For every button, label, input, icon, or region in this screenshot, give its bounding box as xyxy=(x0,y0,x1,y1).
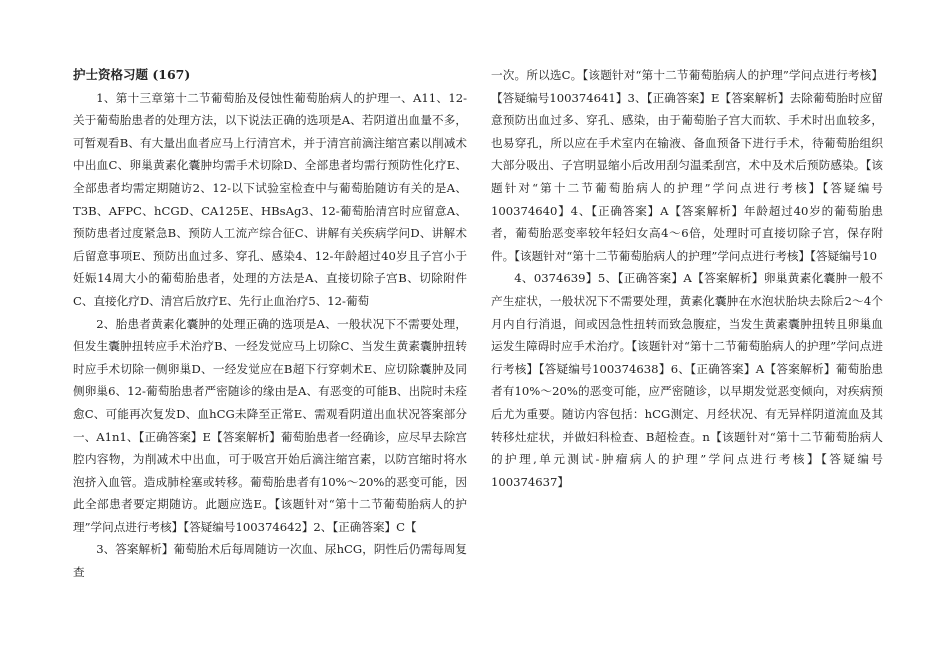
right-column xyxy=(491,64,883,493)
paragraph: 1、第十三章第十二节葡萄胎及侵蚀性葡萄胎病人的护理一、A11、12-关于葡萄胎患者的处理方法，以下说法正确的选项是A、若阴道出血量不多，可暂观看B、有大量出血者应马上行清宫术，并于清宫前滴注缩宫素以削减术中出血C、卵巢黄素化囊肿均需手术切除D、全部患者均需行预防性化疗E、全部患者均需定期随访2、12-以下试验室检查中与葡萄胎随访有关的是A、T3B、AFPC、hCGD、CA125E、HBsAg3、12-葡萄胎清宫时应留意A、预防患者过度紧急B、预防人工流产综合征C、讲解有关疾病学问D、讲解术后留意事项E、预防出血过多、穿孔、感染4、12-年龄超过40岁且子宫小于妊娠14周大小的葡萄胎患者，处理的方法是A、直接切除子宫B、切除附件C、直接化疗D、清宫后放疗E、先行止血治疗5、12-葡萄 xyxy=(73,90,467,308)
left-column xyxy=(73,64,467,584)
paragraph: 一次。所以选C。【该题针对“第十二节葡萄胎病人的护理”学问点进行考核】【答疑编号100374641】3、【正确答案】E【答案解析】去除葡萄胎时应留意预防出血过多、穿孔、感染，由于葡萄胎子宫大而软、手术时出血较多，也易穿孔，所以应在手术室内在输液、备血预备下进行手术，待葡萄胎组织大部分吸出、子宫明显缩小后改用刮匀温柔刮宫，术中及术后预防感染。【该题针对“第十二节葡萄胎病人的护理”学问点进行考核】【答疑编号100374640】4、【正确答案】A【答案解析】年龄超过40岁的葡萄胎患者，葡萄胎恶变率较年轻妇女高4～6倍，处理时可直接切除子宫，保存附件。【该题针对“第十二节葡萄胎病人的护理”学问点进行考核】【答疑编号10 xyxy=(491,68,883,263)
paragraph: 3、答案解析】葡萄胎术后每周随访一次血、尿hCG，阴性后仍需每周复查 xyxy=(73,542,467,580)
paragraph: 2、胎患者黄素化囊肿的处理正确的选项是A、一般状况下不需要处理，但发生囊肿扭转应手术治疗B、一经发觉应马上切除C、当发生黄素囊肿扭转时应手术切除一侧卵巢D、一经发觉应在B超下行穿刺术E、应切除囊肿及同侧卵巢6、12-葡萄胎患者严密随诊的缘由是A、有恶变的可能B、出院时未痊愈C、可能再次复发D、血hCG未降至正常E、需观看阴道出血状况答案部分一、A1n1、【正确答案】E【答案解析】葡萄胎患者一经确诊，应尽早去除宫腔内容物，为削减术中出血，可于吸宫开始后滴注缩宫素，以防宫缩时将水泡挤入血管。造成肺栓塞或转移。葡萄胎患者有10%～20%的恶变可能，因此全部患者要定期随访。此题应选E。【该题针对“第十二节葡萄胎病人的护理”学问点进行考核】【答疑编号100374642】2、【正确答案】C【 xyxy=(73,316,467,534)
paragraph: 4、0374639】5、【正确答案】A【答案解析】卵巢黄素化囊肿一般不产生症状，一般状况下不需要处理，黄素化囊肿在水泡状胎块去除后2～4个月内自行消退，间或因急性扭转而致急腹症，当发生黄素囊肿扭转且卵巢血运发生障碍时应手术治疗。【该题针对“第十二节葡萄胎病人的护理”学问点进行考核】【答疑编号100374638】6、【正确答案】A【答案解析】葡萄胎患者有10%～20%的恶变可能，应严密随诊，以早期发觉恶变倾向，对疾病预后尤为重要。随访内容包括：hCG测定、月经状况、有无异样阴道流血及其转移灶症状，并做妇科检查、B超检查。n【该题针对“第十二节葡萄胎病人的护理,单元测试-肿瘤病人的护理”学问点进行考核】【答疑编号100374637】 xyxy=(491,271,883,489)
document-title: 护士资格习题 (167) xyxy=(73,67,191,82)
